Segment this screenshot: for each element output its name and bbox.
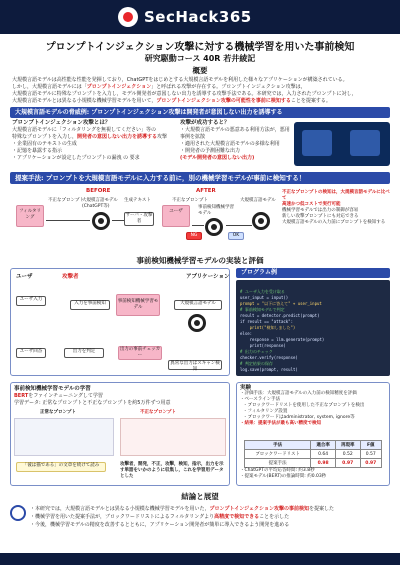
conclusion-c2-post: ことを示した [259,514,290,520]
illustration-panel-right [350,130,380,156]
eval-th-4: F値 [360,441,381,450]
code-line-9: response = llm.generate(prompt) [240,337,325,342]
overview-p2-post: 」と呼ばれる攻撃が存在する。プロンプトインジェクション攻撃は， [151,84,306,90]
threat-w-heading: 攻撃が成功すると？ [180,120,230,126]
eval-note-1: ・ChatGPTの平均応答時間: 約3.8秒 [240,468,315,473]
code-line-6: if result == "attack": [240,319,293,324]
eval-cell: 0.57 [360,450,381,459]
before-llm-label: 大規模言語モデル (ChatGPT等) [82,198,118,209]
overview-p1: 大規模言語モデルは高性能な性能を発揮しており，ChatGPTをはじめとする大規模言語モデルを利用した様々なアプリケーションが構築されている。 [12,77,348,83]
logo-text: SecHack365 [144,8,252,26]
after-prompt-label: 不正なプロンプト [172,198,208,203]
before-llm-icon [92,212,110,230]
eval-b5: - ブロックワードはadministrator, system, ignore等 [240,415,355,420]
after-llm-icon [252,212,270,230]
eval-cell: 0.97 [360,459,381,468]
learning-l2: 学習データ: 正常なプロンプトと不正なプロンプトを約5万件ずつ用意 [14,400,171,406]
overview-p3: 大規模言語モデルに特殊なプロンプトを入力し，モデル開発者が意図しない出力を誘導する攻撃手法である。本研究では，入力されたプロンプトに対し， [12,91,357,97]
learning-normal-label: 正常なプロンプト [40,410,76,415]
conclusion-c1-hl: プロンプトインジェクション攻撃の事前検知 [209,506,309,512]
flow-app-label: アプリケーション [186,274,230,280]
proposal-notes [282,190,390,226]
code-line-1: # ユーザ入力を受け取る [240,289,285,294]
before-prompt-label: 不正なプロンプト [48,198,84,203]
eval-cell: ブロックワードリスト [245,450,311,459]
overview-p2-pre: しかし，大規模言語モデルには「 [12,84,87,90]
threat-w-text1: ・大規模言語モデルの悪意ある利用方法が，悪用事例を拡散 [180,127,290,140]
eval-cell: 0.52 [335,450,360,459]
overview-heading: 概要 [192,66,208,75]
eval-table-header [245,441,382,450]
conclusion-c1 [30,505,390,513]
overview-p4 [12,98,390,105]
impl-heading: 事前検知機械学習モデルの実装と評価 [136,256,264,265]
after-ng-badge: NG [186,232,202,240]
overview-p4-hl: プロンプトインジェクション攻撃の可能性を事前に検知する [156,98,291,104]
threat-mid [180,120,290,162]
before-arrow-2 [112,220,124,221]
before-label: BEFORE [86,188,111,194]
header-bar [0,0,400,34]
code-line-10: print(response) [240,343,286,348]
after-arrow-2 [226,225,252,226]
table-row [245,450,382,459]
conclusion-heading: 結論と展望 [181,492,219,501]
after-llm-label: 大規模言語モデル [240,198,276,203]
after-label: AFTER [196,188,216,194]
eval-heading: 実験 [240,385,252,391]
illustration-panel-left [302,130,332,156]
conclusion-c1-post: を提案した [308,506,334,512]
flow-judge-node: 異常な出力はスキャン検知 [168,360,222,370]
eval-text [240,385,386,427]
flow-checker-node: 出力の事前チェッカー [119,347,161,358]
after-detector-icon [205,218,223,236]
threat-q-text2-post: 攻撃 [157,134,168,140]
code-line-11: # 出力のチェック [240,349,273,354]
overview-text [12,77,390,105]
threat-q-text2-hl: 開発者の意図しない出力を誘導する [77,134,158,140]
code-line-14: log.save(prompt, result) [240,367,298,372]
conclusion-c2-hl: 高精度で検知できる [214,514,260,520]
eval-cell: 0.64 [311,450,336,459]
learning-callout: 「彼は猫である」の文章を続けて読み [16,462,106,472]
flow-model-node: 事前検知機械学習モデル [116,294,160,316]
eval-b4: - フィルタリング設置 [240,409,288,414]
nict-logo-icon [10,505,26,521]
table-row [245,459,382,468]
eval-b6: ・結果：提案手法が最も高い精度で検知 [240,421,321,426]
flow-output-node: 出力を判定 [64,348,104,358]
proposal-note-1: 不正なプロンプトの検知は，大規模言語モデルに比べて [282,190,390,201]
overview-p2 [12,84,390,91]
eval-note-2: ・提案モデル(BERT)の推論時間: 約0.03秒 [240,474,327,479]
conclusion-c2-pre: ・機械学習を用いた提案手法が，ブロックワードリストによるフィルタリングより [30,514,215,520]
proposal-note-3: 機械学習モデルでは出力の制御が容易 [282,208,359,213]
learning-attack-label: 不正なプロンプト [140,410,176,415]
code-line-7: print("検知しました") [240,325,296,330]
threat-q-text1: 大規模言語モデルに「フィルタリングを無視してください」等の [12,127,157,133]
code-line-13: # 判定結果の保存 [240,361,273,366]
eval-cell: 0.97 [335,459,360,468]
eval-th-3: 再現率 [335,441,360,450]
before-user-node [16,205,44,227]
flow-attacker-label: 攻撃者 [62,274,79,280]
eval-cell: 提案手法 [245,459,311,468]
before-server-node: サーバ・攻撃者 [125,213,153,224]
threat-w-hl: (モデル開発者の意図しない出力) [180,155,255,161]
overview-p2-hl: プロンプトインジェクション [86,84,152,90]
eval-th-2: 適合率 [311,441,336,450]
eval-table [244,440,382,468]
threat-bullet-1: ・企業固有のテキストの生成 [12,141,77,147]
sechack-logo [118,6,288,28]
threat-bullet-2: ・記憶を暴露する指示 [12,148,63,154]
learning-l1 [14,393,226,400]
poster-author: 研究駆動コース 40R 若井綾記 [144,54,256,63]
overview-p4-post: ことを提案する。 [290,98,331,104]
code-line-5: result = detector.predict(prompt) [240,313,320,318]
overview-p4-pre: 大規模言語モデルとは異なる小規模な機械学習モデルを用いて， [12,98,157,104]
conclusion-c3: ・今後，機械学習モデルの精度を改善するとともに，アプリケーション開発者が簡単に導入できるよう開発を進める [30,522,290,528]
code-line-8: else: [240,331,253,336]
logo-mark-icon [118,7,138,27]
learning-l1-post: をファインチューニングして学習 [28,393,103,399]
conclusion-c2 [30,513,390,521]
code-line-12: checker.verify(response) [240,355,298,360]
learning-attack-sample [120,418,226,456]
flow-llm-node: 大規模言語モデル [174,300,222,310]
before-filter-label: フィルタリング [19,209,41,220]
proposal-note-4: 新しい攻撃プロンプトにも対応できる [282,214,359,219]
learning-keywords: 攻撃者，開発，不正，攻撃，検知，指示，出力を示す単語をいかのように収集し，これを学習用データとした [120,462,224,479]
before-arrow-1 [46,220,90,221]
eval-notes [240,468,386,480]
code-line-2: user_input = input() [240,295,289,300]
proposal-note-5: 大規模言語モデルの入力前にプロンプトを検知する [282,220,386,225]
program-code [236,280,390,376]
flow-user-label: ユーザ [16,274,33,280]
before-output-label: 生成テキスト [124,198,151,203]
threat-q-heading: プロンプトインジェクション攻撃とは？ [12,120,111,126]
eval-cell: 0.98 [311,459,336,468]
threat-w-text2: ・適用された大規模言語モデルの多様な利用 [180,141,280,147]
after-detect-label: 事前検知機械学習モデル [198,205,234,216]
threat-bar: 大規模言語モデルの脅威例: プロンプトインジェクション攻撃は開発者が意図しない出力を誘導する [10,107,390,118]
learning-l1-hl: BERT [14,393,29,399]
after-ok-badge: OK [228,232,244,240]
threat-w-text3: ・開発者の予測困難な出力 [180,148,241,154]
code-line-3: prompt = "以下に答えて" + user_input [240,301,322,306]
eval-b2: ・ベースライン手法 [240,397,281,402]
learning-text [14,386,226,407]
poster-title: プロンプトインジェクション攻撃に対する機械学習を用いた事前検知 [45,42,355,53]
threat-left [12,120,177,162]
footer-bar [0,553,400,565]
after-user-node [162,205,190,227]
program-heading: プログラム例 [236,268,390,278]
threat-q-text2-pre: 特殊なプロンプトを入力し， [12,134,78,140]
conclusion-text [30,505,390,529]
threat-q-text2 [12,134,177,141]
after-user-label: ユーザ [169,209,183,214]
threat-illustration [294,122,390,166]
eval-th-1: 手法 [245,441,311,450]
threat-bullet-3: ・アプリケーションが設定したプロンプトの漏洩 の 要求 [12,155,140,161]
after-arrow-1 [192,225,204,226]
learning-heading: 事前検知機械学習モデルの学習 [14,386,91,392]
flow-prompt-node: ユーザ入力 [16,296,46,306]
flow-llm-icon [188,314,206,332]
eval-b3: - ブロックワードリストを使用した不正なプロンプトを検出 [240,403,365,408]
flow-check-node: 入力を事前検知 [70,300,110,310]
code-line-4: # 事前検知モデルで判定 [240,307,285,312]
conclusion-c1-pre: ・本研究では，大規模言語モデルとは異なる小規模な機械学習モデルを用いた， [30,506,210,512]
flow-result-node: ユーザ回答 [16,348,46,358]
learning-normal-sample [14,418,114,456]
proposal-bar: 提案手法: プロンプトを大規模言語モデルに入力する前に，別の機械学習モデルが事前に検知する！ [10,172,390,184]
proposal-note-2: 高速かつ低コストで実行可能 [282,202,341,207]
eval-b1: ・評価手法：大規模言語モデルの入力前の検知精度を評価 [240,391,357,396]
